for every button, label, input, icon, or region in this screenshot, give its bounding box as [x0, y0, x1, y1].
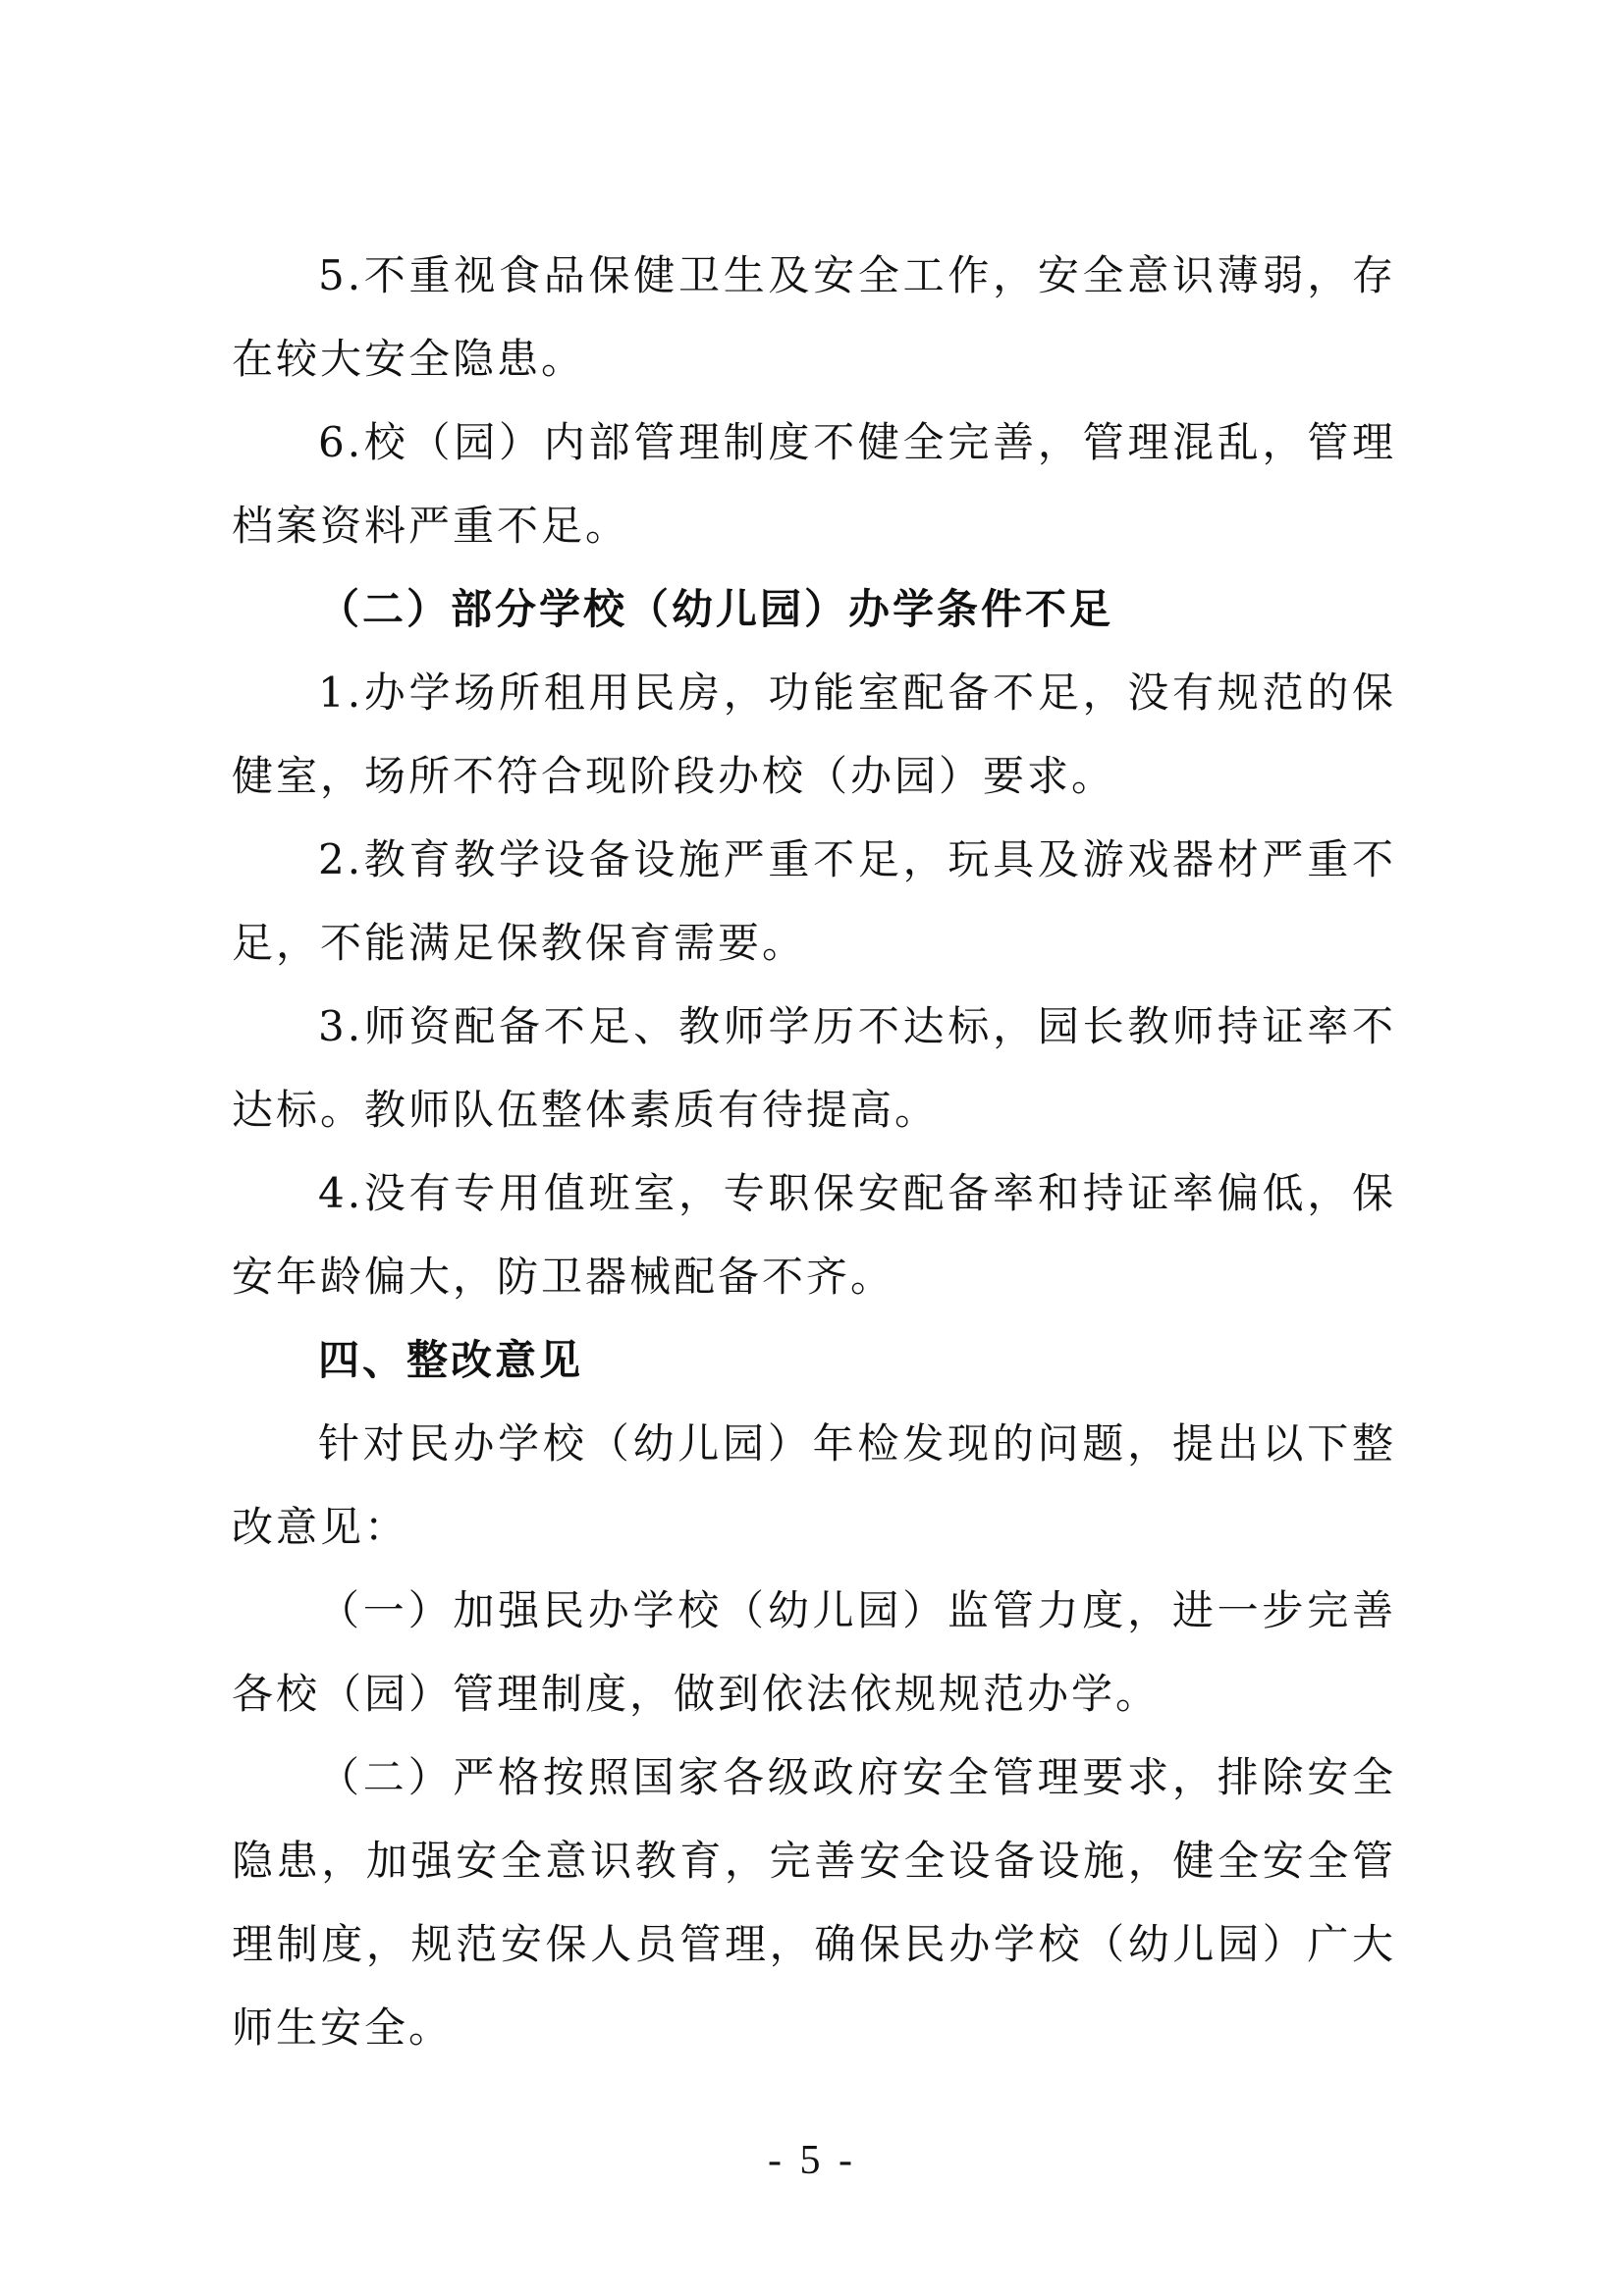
opinion-2-paragraph: （二）严格按照国家各级政府安全管理要求，排除安全隐患，加强安全意识教育，完善安全设备设施，健全安全管理制度，规范安保人员管理，确保民办学校（幼儿园）广大师生安全。	[232, 1753, 1396, 2052]
item-b4-paragraph: 4.没有专用值班室，专职保安配备率和持证率偏低，保安年龄偏大，防卫器械配备不齐。	[232, 1169, 1396, 1301]
intro-paragraph: 针对民办学校（幼儿园）年检发现的问题，提出以下整改意见：	[232, 1419, 1396, 1551]
item-b1-paragraph: 1.办学场所租用民房，功能室配备不足，没有规范的保健室，场所不符合现阶段办校（办园）要求。	[232, 668, 1396, 800]
subsection-heading-2: （二）部分学校（幼儿园）办学条件不足	[318, 585, 1114, 633]
item-b3-paragraph: 3.师资配备不足、教师学历不达标，园长教师持证率不达标。教师队伍整体素质有待提高。	[232, 1002, 1396, 1134]
item-a6-paragraph: 6.校（园）内部管理制度不健全完善，管理混乱，管理档案资料严重不足。	[232, 418, 1396, 550]
document-body	[232, 234, 1396, 2069]
item-a5-paragraph: 5.不重视食品保健卫生及安全工作，安全意识薄弱，存在较大安全隐患。	[232, 251, 1396, 383]
item-b2-paragraph: 2.教育教学设备设施严重不足，玩具及游戏器材严重不足，不能满足保教保育需要。	[232, 835, 1396, 967]
opinion-1-paragraph: （一）加强民办学校（幼儿园）监管力度，进一步完善各校（园）管理制度，做到依法依规规范办学。	[232, 1586, 1396, 1718]
section-heading-4: 四、整改意见	[318, 1336, 584, 1384]
page-number: - 5 -	[768, 2138, 856, 2183]
